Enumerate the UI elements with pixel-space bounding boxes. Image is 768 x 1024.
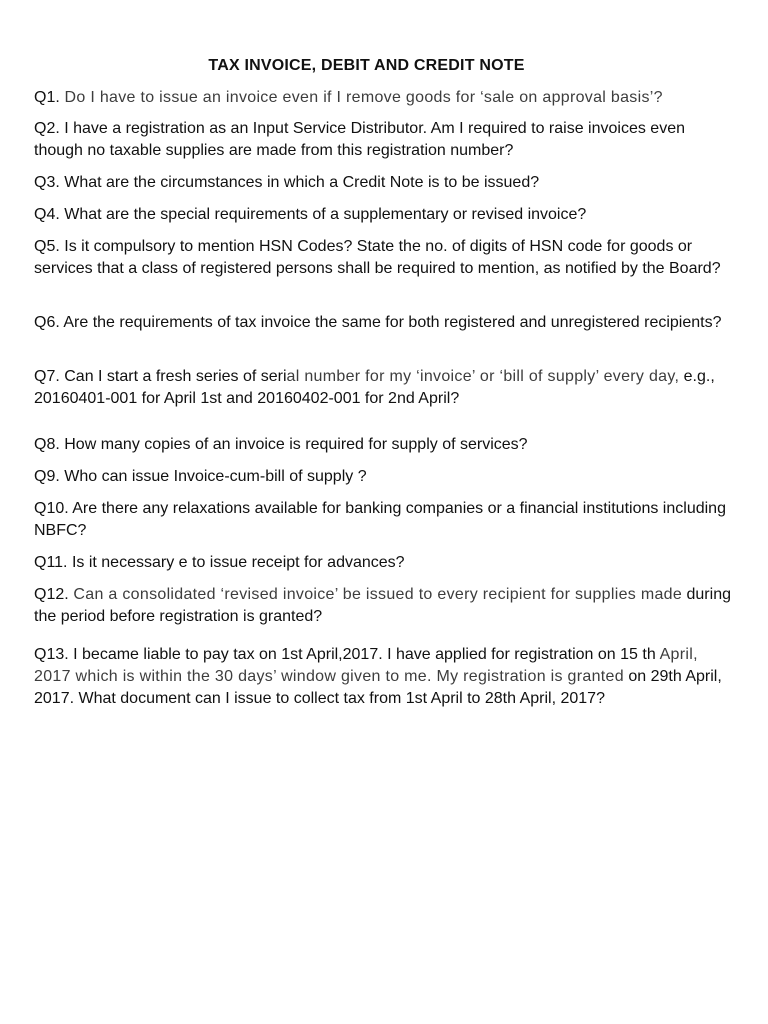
question-number: Q13.	[34, 646, 69, 663]
question-1	[34, 87, 734, 109]
question-number: Q8.	[34, 436, 60, 453]
question-text: Are the requirements of tax invoice the same for both registered and unregistered recipients?	[59, 314, 722, 331]
question-12	[34, 584, 734, 628]
question-9	[34, 466, 734, 488]
question-6	[34, 312, 734, 334]
question-text: Is it compulsory to mention HSN Codes? State the no. of digits of HSN code for goods or services that a class of registered persons shall be required to mention, as notified by the Board?	[34, 238, 721, 277]
question-13	[34, 644, 734, 710]
question-number: Q4.	[34, 206, 60, 223]
question-number: Q5.	[34, 238, 60, 255]
question-number: Q11.	[34, 554, 68, 571]
question-8	[34, 434, 734, 456]
question-text: What are the special requirements of a supplementary or revised invoice?	[59, 206, 587, 223]
question-text: Who can issue Invoice-cum-bill of supply ?	[59, 468, 367, 485]
question-11	[34, 552, 734, 574]
question-4	[34, 204, 734, 226]
question-number: Q7.	[34, 368, 60, 385]
question-text-light: Do I have to issue an invoice even if I remove goods for ‘sale on approval basis’?	[59, 89, 663, 106]
question-text: during the period before registration is granted?	[34, 586, 731, 625]
question-text: e.g., 20160401-001 for April 1st and 20160402-001 for 2nd April?	[34, 368, 715, 407]
question-7	[34, 366, 734, 410]
question-text-light: al number for my ‘invoice’ or ‘bill of supply’ every day,	[286, 368, 680, 385]
question-text: What are the circumstances in which a Credit Note is to be issued?	[59, 174, 540, 191]
question-text: Can I start a fresh series of seri	[59, 368, 287, 385]
question-number: Q12.	[34, 586, 69, 603]
question-3	[34, 172, 734, 194]
question-text: How many copies of an invoice is required for supply of services?	[59, 436, 528, 453]
question-number: Q10.	[34, 500, 69, 517]
question-number: Q3.	[34, 174, 60, 191]
question-text: I became liable to pay tax on 1st April,2017. I have applied for registration on 15 th	[68, 646, 656, 663]
question-text: on 29th April, 2017. What document can I issue to collect tax from 1st April to 28th April, 2017?	[34, 668, 722, 707]
question-text: Is it necessary e to issue receipt for advances?	[67, 554, 405, 571]
question-text-light: Can a consolidated ‘revised invoice’ be issued to every recipient for supplies made	[68, 586, 683, 603]
document-title: TAX INVOICE, DEBIT AND CREDIT NOTE	[208, 57, 525, 74]
question-number: Q2.	[34, 120, 60, 137]
question-10	[34, 498, 734, 542]
question-5	[34, 236, 734, 280]
question-text: I have a registration as an Input Service Distributor. Am I required to raise invoices even though no taxable supplies are made from this registration number?	[34, 120, 685, 159]
question-number: Q6.	[34, 314, 60, 331]
question-number: Q9.	[34, 468, 60, 485]
question-text-light: April, 2017 which is within the 30 days’ window given to me. My registration is granted	[34, 646, 698, 685]
question-2	[34, 118, 734, 162]
question-text: Are there any relaxations available for banking companies or a financial institutions including NBFC?	[34, 500, 726, 539]
question-number: Q1.	[34, 89, 60, 106]
